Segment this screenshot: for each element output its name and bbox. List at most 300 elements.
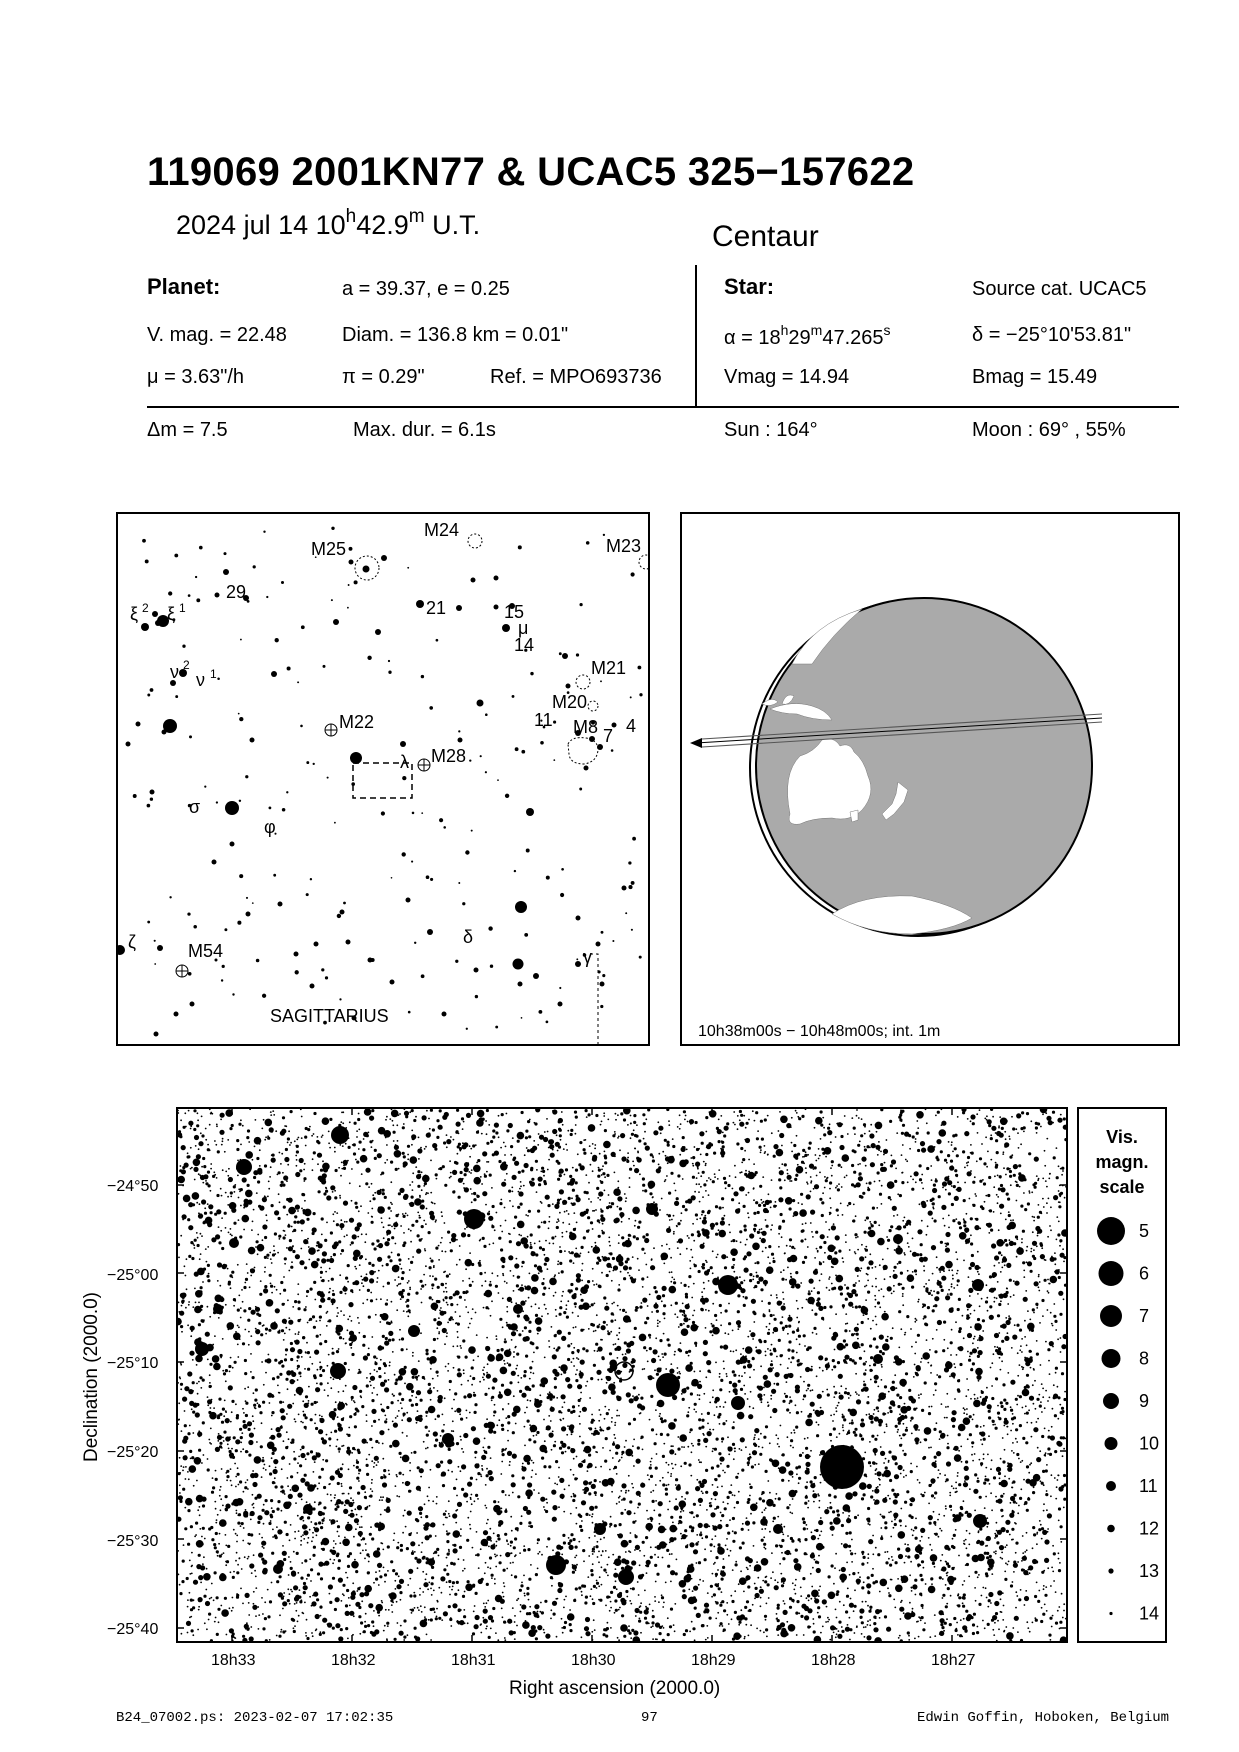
field-star <box>873 1363 876 1366</box>
field-star <box>700 1308 703 1311</box>
field-star <box>1058 1165 1060 1167</box>
field-star <box>276 1580 279 1583</box>
finder-star <box>430 878 433 881</box>
field-star <box>977 1271 979 1273</box>
field-star <box>679 1516 682 1519</box>
field-star <box>531 1287 539 1295</box>
field-star <box>248 1614 250 1616</box>
field-star <box>1028 1152 1031 1155</box>
field-star <box>389 1118 391 1120</box>
field-star <box>347 1329 349 1331</box>
field-star <box>203 1595 206 1598</box>
field-star <box>693 1516 695 1518</box>
field-star <box>821 1148 824 1151</box>
field-star <box>869 1524 871 1526</box>
field-star <box>1016 1238 1018 1240</box>
field-star <box>921 1536 923 1538</box>
field-star <box>653 1130 658 1135</box>
field-star <box>1052 1571 1054 1573</box>
finder-star <box>199 546 203 550</box>
field-star <box>464 1299 466 1301</box>
field-star <box>196 1232 198 1234</box>
field-star <box>221 1468 223 1470</box>
field-star <box>195 1522 198 1525</box>
field-star <box>588 1537 590 1539</box>
field-star <box>1020 1345 1022 1347</box>
max-duration: Max. dur. = 6.1s <box>353 419 496 441</box>
field-star <box>1058 1190 1060 1192</box>
field-star <box>443 1524 445 1526</box>
field-star <box>870 1328 872 1330</box>
field-star <box>425 1515 428 1518</box>
field-star <box>265 1214 267 1216</box>
field-star <box>377 1611 380 1614</box>
field-star <box>911 1611 913 1613</box>
field-star <box>250 1519 252 1521</box>
field-star <box>281 1181 284 1184</box>
field-star <box>930 1165 932 1167</box>
field-star <box>232 1607 234 1609</box>
field-star <box>1037 1600 1040 1603</box>
finder-star <box>168 591 172 595</box>
field-star <box>824 1147 832 1155</box>
field-star <box>606 1376 609 1379</box>
field-star <box>329 1258 334 1263</box>
field-star <box>666 1338 669 1341</box>
field-star <box>1024 1208 1027 1211</box>
object-class: Centaur <box>712 220 819 253</box>
field-star <box>483 1609 488 1614</box>
field-star <box>222 1338 224 1340</box>
field-star <box>529 1246 532 1249</box>
field-star <box>530 1425 538 1433</box>
field-star <box>994 1175 996 1177</box>
field-star <box>402 1474 404 1476</box>
field-star <box>572 1167 574 1169</box>
field-star <box>986 1115 988 1117</box>
field-star <box>910 1561 912 1563</box>
field-star <box>508 1190 511 1193</box>
finder-star <box>212 860 217 865</box>
field-star <box>560 1546 563 1549</box>
field-star <box>646 1607 649 1610</box>
field-star <box>423 1220 425 1222</box>
field-star <box>478 1262 481 1265</box>
field-star <box>486 1625 488 1627</box>
field-star <box>310 1418 313 1421</box>
finder-star <box>631 881 635 885</box>
field-star <box>217 1262 222 1267</box>
field-star <box>607 1622 609 1624</box>
field-star <box>376 1394 378 1396</box>
field-star <box>484 1154 486 1156</box>
field-star <box>569 1609 571 1611</box>
field-star <box>1006 1544 1008 1546</box>
field-star <box>717 1524 722 1529</box>
field-star <box>220 1113 225 1118</box>
field-star <box>891 1521 893 1523</box>
field-star <box>1017 1352 1019 1354</box>
field-star <box>489 1283 492 1286</box>
field-star <box>972 1181 975 1184</box>
field-star <box>765 1355 767 1357</box>
field-star <box>420 1476 422 1478</box>
field-star <box>192 1634 194 1636</box>
finder-star <box>416 600 424 608</box>
field-star <box>794 1584 796 1586</box>
field-star <box>598 1169 601 1172</box>
field-star <box>908 1635 910 1637</box>
finder-star <box>287 666 291 670</box>
field-star <box>705 1116 708 1119</box>
field-star <box>283 1175 288 1180</box>
field-star <box>374 1456 379 1461</box>
field-star <box>829 1197 831 1199</box>
field-star <box>527 1482 532 1487</box>
finder-star <box>400 741 406 747</box>
field-star <box>915 1537 918 1540</box>
field-star <box>231 1271 234 1274</box>
field-star <box>845 1388 847 1390</box>
field-star <box>744 1268 749 1273</box>
field-star <box>179 1500 182 1503</box>
field-star <box>939 1576 942 1579</box>
finder-star <box>477 700 484 707</box>
field-star <box>663 1602 665 1604</box>
finder-star <box>133 794 137 798</box>
field-star <box>764 1380 772 1388</box>
field-star <box>779 1186 782 1189</box>
field-star <box>592 1563 594 1565</box>
field-star <box>990 1492 992 1494</box>
field-star <box>298 1137 300 1139</box>
finder-star <box>225 801 239 815</box>
field-star <box>327 1382 329 1384</box>
finder-star <box>175 695 178 698</box>
field-star <box>902 1450 904 1452</box>
field-star <box>338 1240 341 1243</box>
field-star <box>265 1639 268 1641</box>
field-star <box>874 1380 877 1383</box>
field-star <box>417 1567 419 1569</box>
field-star <box>411 1390 414 1393</box>
field-star <box>505 1508 507 1510</box>
field-star <box>587 1470 589 1472</box>
field-star <box>916 1120 918 1122</box>
planet-parallax: π = 0.29" <box>342 366 425 388</box>
field-star <box>281 1629 283 1631</box>
field-star <box>249 1433 254 1438</box>
field-star <box>947 1443 949 1445</box>
field-star <box>516 1599 518 1601</box>
field-star <box>413 1451 416 1454</box>
field-star <box>237 1473 240 1476</box>
field-star <box>833 1427 836 1430</box>
field-star <box>530 1233 533 1236</box>
field-star <box>923 1270 925 1272</box>
field-star <box>456 1408 461 1413</box>
field-star <box>708 1177 710 1179</box>
field-star <box>1012 1442 1014 1444</box>
field-star <box>377 1153 382 1158</box>
field-star <box>198 1148 200 1150</box>
field-star <box>943 1630 945 1632</box>
finder-star <box>579 603 582 606</box>
field-star <box>721 1148 724 1151</box>
field-star <box>1008 1214 1011 1217</box>
field-star <box>586 1116 588 1118</box>
field-star <box>631 1399 633 1401</box>
field-star <box>255 1388 258 1391</box>
field-star <box>1044 1539 1049 1544</box>
field-star <box>928 1586 936 1594</box>
field-star <box>617 1206 619 1208</box>
field-star <box>876 1207 878 1209</box>
field-star <box>315 1614 320 1619</box>
field-star <box>663 1627 665 1629</box>
field-star <box>260 1280 262 1282</box>
field-star <box>821 1317 824 1320</box>
finder-star <box>150 790 155 795</box>
field-star <box>583 1560 585 1562</box>
page-title: 119069 2001KN77 & UCAC5 325−157622 <box>147 150 915 194</box>
field-star <box>705 1469 708 1472</box>
field-star <box>946 1242 949 1245</box>
field-star <box>658 1601 660 1603</box>
field-star <box>262 1401 265 1404</box>
finder-star <box>485 713 488 716</box>
field-star <box>876 1406 879 1409</box>
field-star <box>594 1303 596 1305</box>
field-star <box>647 1276 649 1278</box>
field-star <box>788 1624 796 1632</box>
field-star <box>482 1377 484 1379</box>
field-star <box>879 1484 881 1486</box>
finder-star <box>239 874 243 878</box>
field-star <box>994 1537 996 1539</box>
field-star <box>749 1483 751 1485</box>
field-star <box>626 1348 631 1353</box>
field-star <box>692 1176 695 1179</box>
field-star <box>1041 1538 1043 1540</box>
field-star <box>721 1514 724 1517</box>
field-star <box>964 1409 966 1411</box>
field-star <box>680 1465 682 1467</box>
field-star <box>332 1213 334 1215</box>
field-star <box>443 1291 445 1293</box>
field-star <box>757 1577 759 1579</box>
field-star <box>201 1116 203 1118</box>
field-star <box>327 1365 329 1367</box>
field-star <box>692 1315 694 1317</box>
field-star <box>906 1427 908 1429</box>
field-star <box>366 1420 368 1422</box>
field-star <box>211 1491 214 1494</box>
field-star <box>464 1162 469 1167</box>
field-star <box>252 1221 254 1223</box>
field-star <box>419 1468 424 1473</box>
field-star <box>625 1542 628 1545</box>
field-star <box>1023 1192 1025 1194</box>
field-star <box>614 1437 616 1439</box>
field-star <box>1057 1386 1059 1388</box>
field-star <box>270 1499 273 1502</box>
field-star <box>398 1283 400 1285</box>
field-star <box>544 1254 546 1256</box>
finder-star <box>154 1032 159 1037</box>
finder-star <box>480 755 482 757</box>
field-star <box>297 1355 300 1358</box>
finder-star <box>421 675 424 678</box>
field-star <box>708 1280 710 1282</box>
field-star <box>487 1446 490 1449</box>
field-star <box>863 1383 866 1386</box>
field-star <box>904 1501 907 1504</box>
field-star <box>546 1498 548 1500</box>
field-star <box>447 1304 449 1306</box>
field-star <box>618 1242 620 1244</box>
field-star <box>484 1173 486 1175</box>
field-star <box>339 1291 342 1294</box>
m21-cluster-marker <box>576 675 590 689</box>
field-star <box>937 1477 939 1479</box>
field-star <box>1047 1567 1049 1569</box>
field-star <box>915 1428 918 1431</box>
field-star <box>706 1625 708 1627</box>
field-star <box>471 1426 476 1431</box>
field-star <box>440 1461 443 1464</box>
field-star <box>718 1140 721 1143</box>
field-star <box>400 1375 402 1377</box>
field-star <box>556 1397 558 1399</box>
field-star <box>787 1436 789 1438</box>
field-star <box>936 1156 938 1158</box>
field-star <box>598 1346 603 1351</box>
field-star <box>261 1476 263 1478</box>
field-star <box>508 1403 510 1405</box>
field-star <box>365 1498 367 1500</box>
field-star <box>1021 1351 1023 1353</box>
field-star <box>218 1226 220 1228</box>
field-star <box>734 1531 737 1534</box>
field-star <box>304 1163 306 1165</box>
field-star <box>1008 1211 1010 1213</box>
field-star <box>878 1419 883 1424</box>
field-star <box>977 1347 979 1349</box>
field-star <box>284 1157 289 1162</box>
field-star <box>529 1606 531 1608</box>
field-star <box>1050 1206 1052 1208</box>
field-star <box>595 1343 598 1346</box>
field-star <box>551 1236 554 1239</box>
field-star <box>725 1309 728 1312</box>
field-star <box>348 1146 351 1149</box>
field-star <box>748 1529 750 1531</box>
field-star <box>1043 1206 1045 1208</box>
field-star <box>843 1418 846 1421</box>
field-star <box>1061 1174 1063 1176</box>
field-star <box>286 1431 288 1433</box>
field-star <box>983 1182 986 1185</box>
field-star <box>993 1634 995 1636</box>
field-star <box>602 1430 604 1432</box>
finder-star <box>174 1012 179 1017</box>
field-star <box>676 1559 678 1561</box>
field-star <box>201 1536 203 1538</box>
field-star <box>207 1396 209 1398</box>
field-star <box>877 1435 879 1437</box>
field-star <box>588 1124 596 1132</box>
finder-star <box>474 968 479 973</box>
field-star <box>301 1599 303 1601</box>
field-star <box>763 1394 765 1396</box>
field-star <box>864 1452 866 1454</box>
field-star <box>809 1279 814 1284</box>
field-star <box>867 1576 870 1579</box>
field-star <box>225 1192 227 1194</box>
field-star <box>1032 1241 1037 1246</box>
field-star <box>264 1510 269 1515</box>
field-star <box>460 1171 463 1174</box>
field-star <box>685 1351 688 1354</box>
field-star <box>1016 1453 1019 1456</box>
field-star <box>970 1217 973 1220</box>
finder-star <box>518 982 523 987</box>
finder-star <box>147 921 150 924</box>
field-star <box>196 1383 198 1385</box>
field-star <box>1019 1329 1022 1332</box>
field-star <box>519 1552 521 1554</box>
field-star <box>251 1229 253 1231</box>
field-star <box>222 1169 224 1171</box>
field-star <box>258 1628 260 1630</box>
field-star <box>289 1603 291 1605</box>
field-star <box>965 1610 968 1613</box>
finder-star <box>246 897 248 899</box>
field-star <box>412 1256 414 1258</box>
field-star <box>684 1462 687 1465</box>
finder-star <box>313 763 315 765</box>
field-star <box>1016 1324 1019 1327</box>
field-star <box>976 1631 979 1634</box>
field-star <box>667 1617 669 1619</box>
field-star <box>569 1539 572 1542</box>
field-star <box>613 1434 615 1436</box>
m28-globular-icon <box>418 759 430 771</box>
field-star <box>712 1448 714 1450</box>
field-star <box>498 1136 500 1138</box>
field-star <box>526 1612 529 1615</box>
finder-star <box>281 581 284 584</box>
field-star <box>988 1210 990 1212</box>
field-star <box>995 1612 998 1615</box>
field-star <box>907 1242 909 1244</box>
field-star <box>872 1535 874 1537</box>
field-star <box>996 1500 999 1503</box>
field-star <box>844 1355 849 1360</box>
field-star <box>497 1275 499 1277</box>
field-star <box>625 1197 627 1199</box>
field-star <box>309 1318 312 1321</box>
field-star <box>557 1261 559 1263</box>
finder-star <box>639 693 642 696</box>
field-star <box>579 1141 582 1144</box>
field-star <box>734 1495 736 1497</box>
field-star <box>735 1392 738 1395</box>
field-star <box>712 1389 714 1391</box>
field-star <box>830 1415 832 1417</box>
field-star <box>732 1569 734 1571</box>
